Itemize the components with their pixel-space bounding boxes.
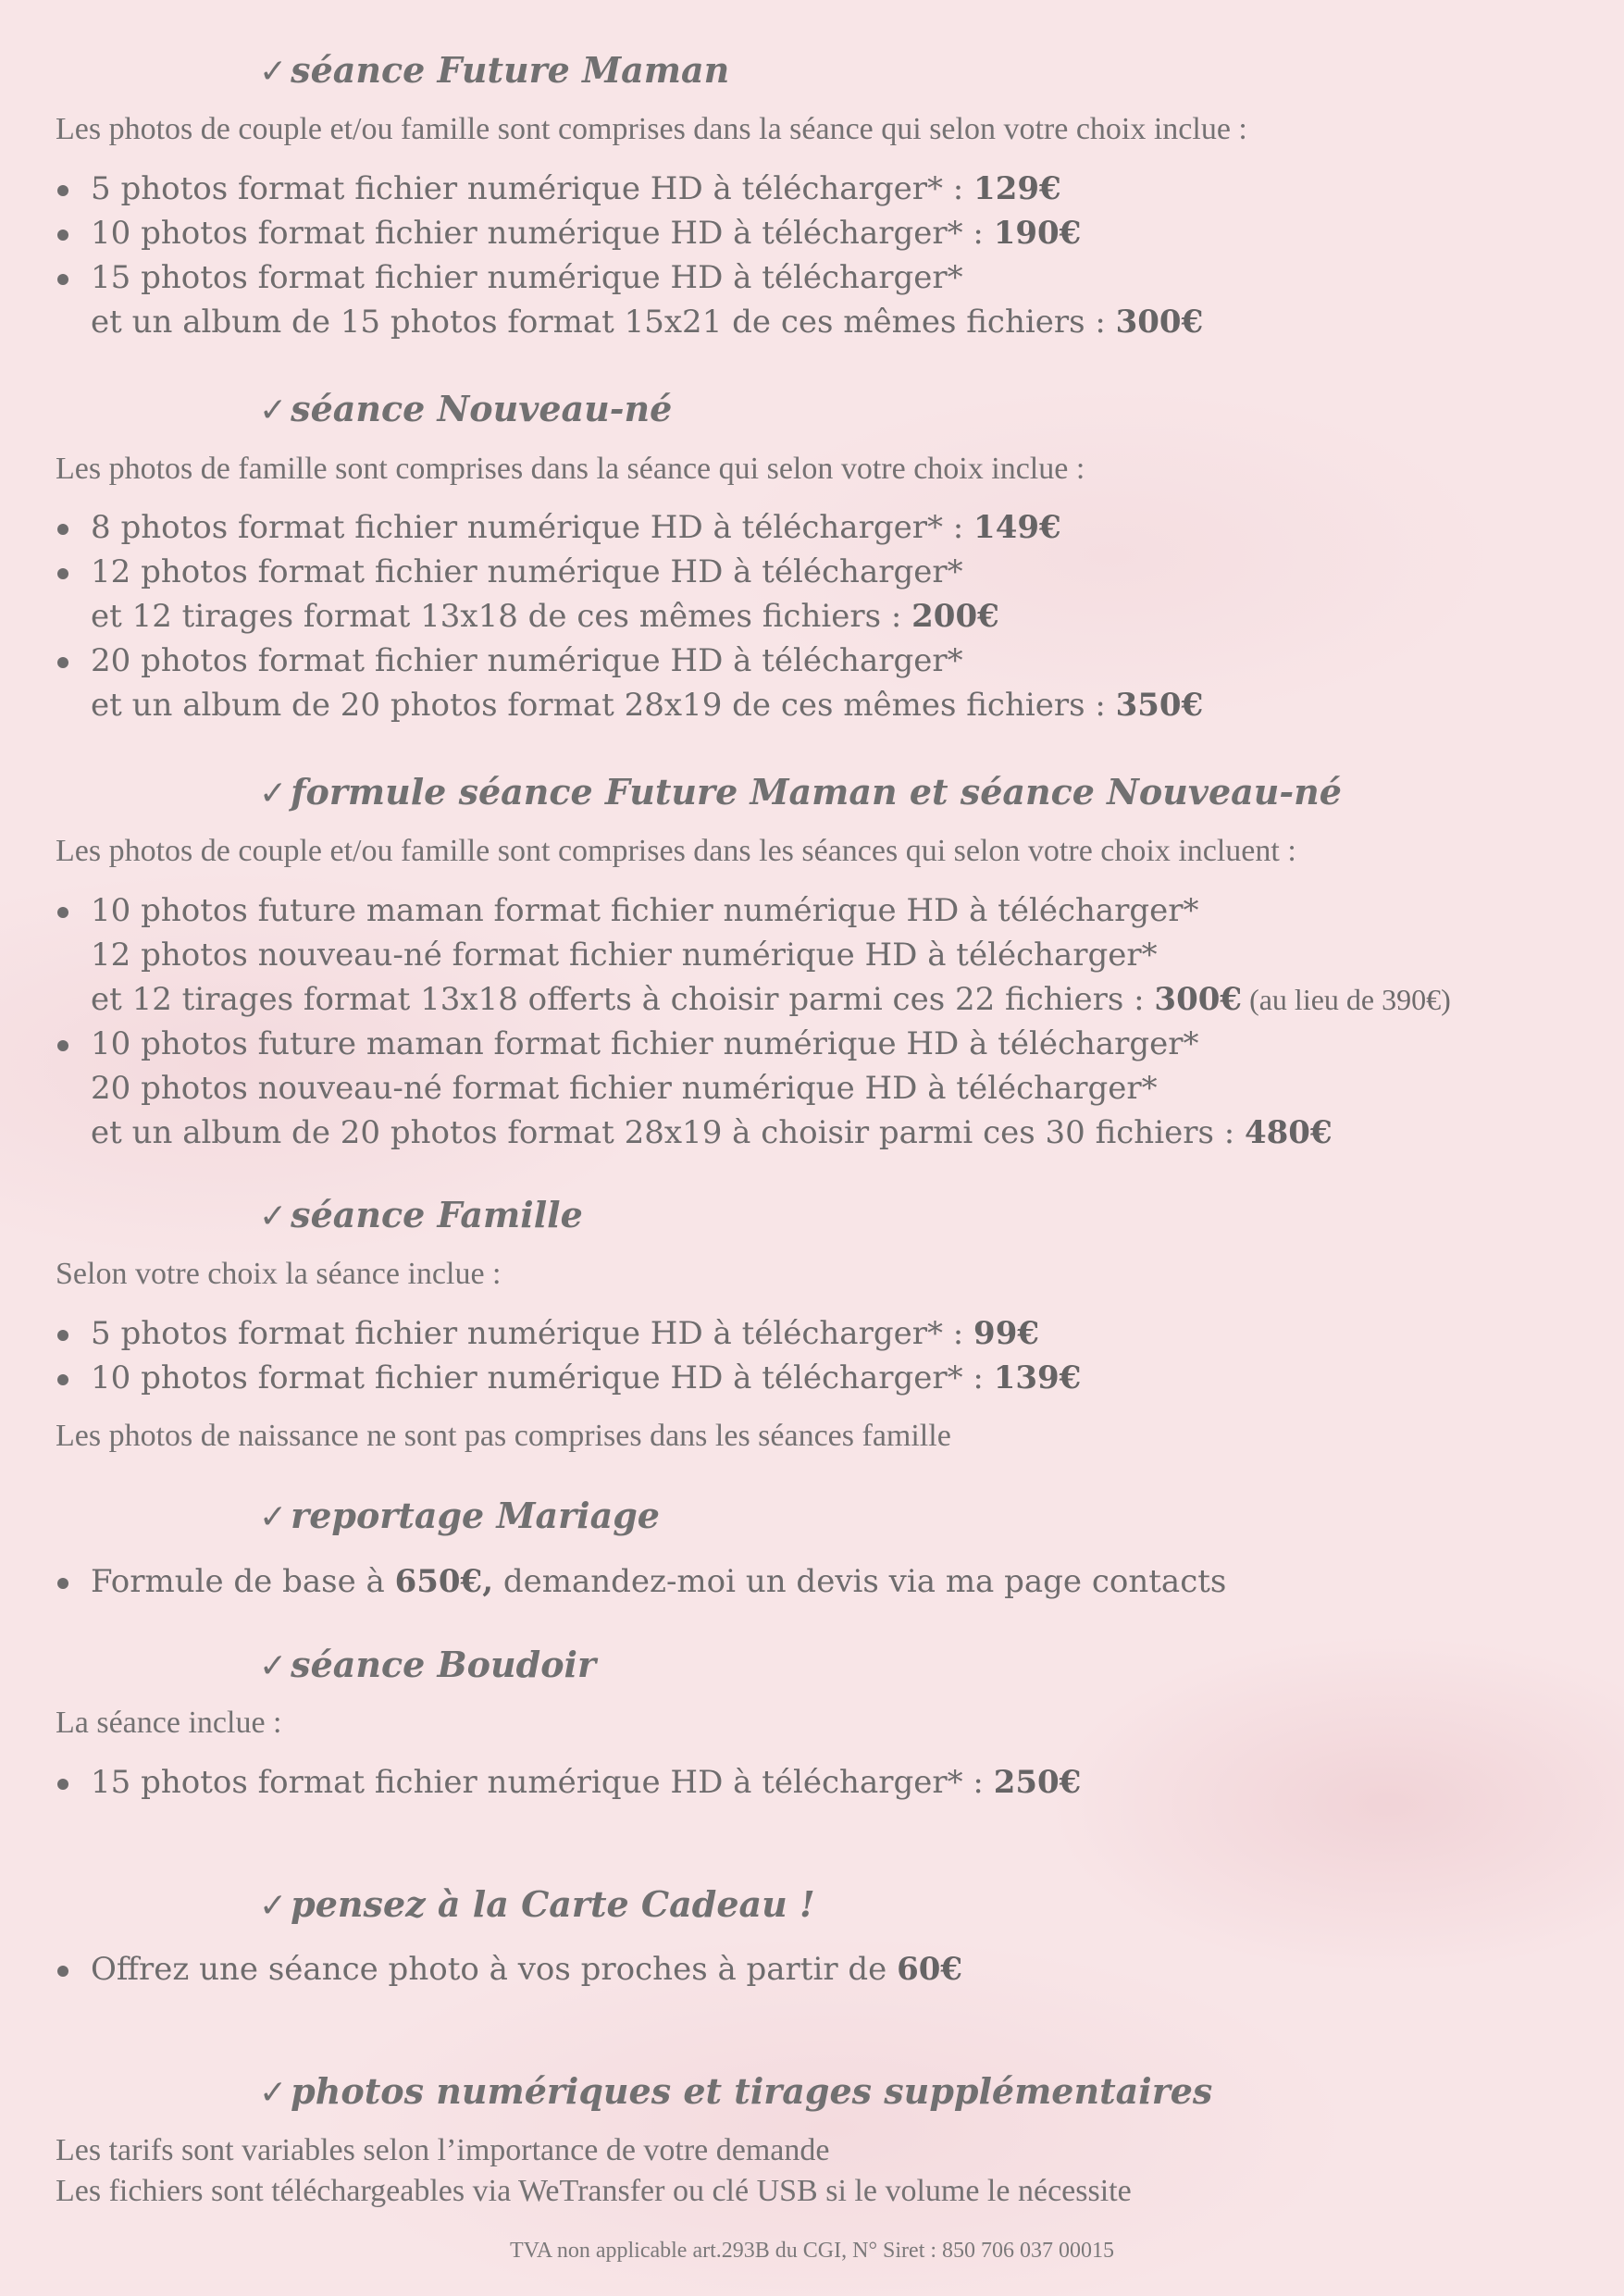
price: 480€ [1244, 1114, 1333, 1151]
section-note: Les photos de naissance ne sont pas comprises dans les séances famille [56, 1419, 951, 1453]
offer-list [56, 1760, 1081, 1805]
price: 60€ [897, 1951, 963, 1988]
price: 350€ [1115, 687, 1204, 724]
list-item: 5 photos format fichier numérique HD à télécharger* : 129€ [56, 167, 1203, 211]
list-item: 8 photos format fichier numérique HD à télécharger* : 149€ [56, 505, 1203, 550]
check-icon: ✓ [259, 391, 288, 429]
price: 149€ [973, 509, 1061, 546]
section-heading-boudoir: ✓ séance Boudoir [259, 1644, 596, 1685]
offer-list [56, 1947, 962, 1992]
price: 200€ [911, 598, 999, 635]
check-icon: ✓ [259, 775, 288, 813]
original-price-note: (au lieu de 390€) [1242, 983, 1451, 1016]
offer-list [56, 505, 1203, 727]
section-heading-supplements: ✓ photos numériques et tirages supplémentaires [259, 2070, 1213, 2112]
legal-footer: TVA non applicable art.293B du CGI, N° Siret : 850 706 037 00015 [509, 2239, 1115, 2263]
price: 300€ [1154, 981, 1243, 1018]
bullet-icon [57, 185, 68, 196]
bullet-icon [57, 1330, 68, 1341]
bullet-icon [57, 657, 68, 668]
offer-list [56, 888, 1451, 1155]
bullet-icon [57, 1040, 68, 1051]
price: 139€ [993, 1359, 1082, 1396]
check-icon: ✓ [259, 2074, 288, 2112]
bullet-icon [57, 568, 68, 579]
price: 250€ [993, 1764, 1082, 1801]
list-item: 10 photos future maman format fichier numérique HD à télécharger* 20 photos nouveau-né format fichier numérique HD à télécharger* et un album de 20 photos format 28x19 à choisir parmi ces 30 fichiers : 480€ [56, 1022, 1451, 1155]
list-item: 12 photos format fichier numérique HD à télécharger* et 12 tirages format 13x18 de ces mêmes fichiers : 200€ [56, 550, 1203, 639]
bullet-icon [57, 1966, 68, 1977]
list-item: 10 photos future maman format fichier numérique HD à télécharger* 12 photos nouveau-né format fichier numérique HD à télécharger* et 12 tirages format 13x18 offerts à choisir parmi ces 22 fichiers : 300€ (au lieu de 390€) [56, 888, 1451, 1022]
section-intro: Selon votre choix la séance inclue : [56, 1257, 502, 1291]
offer-list [56, 167, 1203, 344]
section-intro: Les photos de famille sont comprises dans la séance qui selon votre choix inclue : [56, 452, 1085, 486]
section-heading-future-maman: ✓ séance Future Maman [259, 49, 730, 91]
list-item: 10 photos format fichier numérique HD à télécharger* : 139€ [56, 1356, 1081, 1400]
price: 650€, [394, 1563, 494, 1600]
list-item: 15 photos format fichier numérique HD à télécharger* et un album de 15 photos format 15x21 de ces mêmes fichiers : 300€ [56, 255, 1203, 344]
bullet-icon [57, 1578, 68, 1589]
section-note: Les tarifs sont variables selon l’importance de votre demande [56, 2133, 830, 2167]
check-icon: ✓ [259, 1647, 288, 1685]
list-item: 10 photos format fichier numérique HD à télécharger* : 190€ [56, 211, 1203, 255]
section-heading-famille: ✓ séance Famille [259, 1194, 583, 1235]
bullet-icon [57, 524, 68, 535]
price: 190€ [993, 215, 1082, 252]
section-heading-nouveau-ne: ✓ séance Nouveau-né [259, 388, 673, 429]
section-heading-mariage: ✓ reportage Mariage [259, 1495, 660, 1536]
section-heading-formule-combinee: ✓ formule séance Future Maman et séance Nouveau-né [259, 771, 1342, 813]
bullet-icon [57, 274, 68, 285]
list-item: 15 photos format fichier numérique HD à télécharger* : 250€ [56, 1760, 1081, 1805]
bullet-icon [57, 1779, 68, 1790]
section-intro: La séance inclue : [56, 1706, 282, 1740]
list-item: 5 photos format fichier numérique HD à télécharger* : 99€ [56, 1311, 1081, 1356]
check-icon: ✓ [259, 1887, 288, 1925]
bullet-icon [57, 1374, 68, 1385]
section-intro: Les photos de couple et/ou famille sont comprises dans la séance qui selon votre choix inclue : [56, 112, 1247, 146]
price: 300€ [1115, 304, 1204, 341]
check-icon: ✓ [259, 1198, 288, 1235]
price: 129€ [973, 170, 1061, 207]
list-item: Formule de base à 650€, demandez-moi un devis via ma page contacts [56, 1559, 1226, 1604]
price: 99€ [973, 1315, 1040, 1352]
check-icon: ✓ [259, 1498, 288, 1536]
section-intro: Les photos de couple et/ou famille sont comprises dans les séances qui selon votre choix incluent : [56, 834, 1296, 868]
bullet-icon [57, 907, 68, 918]
list-item: 20 photos format fichier numérique HD à télécharger* et un album de 20 photos format 28x19 de ces mêmes fichiers : 350€ [56, 639, 1203, 727]
check-icon: ✓ [259, 53, 288, 91]
list-item: Offrez une séance photo à vos proches à partir de 60€ [56, 1947, 962, 1992]
section-heading-carte-cadeau: ✓ pensez à la Carte Cadeau ! [259, 1883, 815, 1925]
offer-list [56, 1311, 1081, 1400]
offer-list [56, 1559, 1226, 1604]
section-note: Les fichiers sont téléchargeables via WeTransfer ou clé USB si le volume le nécessite [56, 2174, 1132, 2208]
bullet-icon [57, 230, 68, 241]
